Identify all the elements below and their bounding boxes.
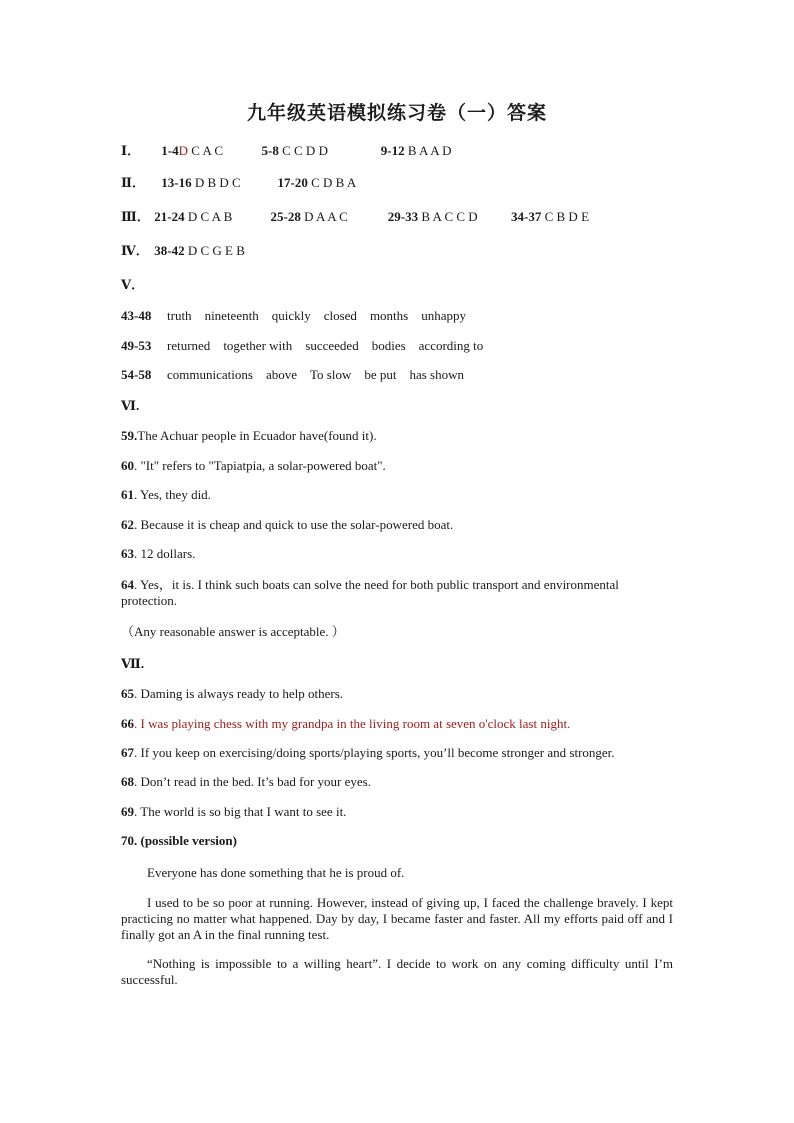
item-text: . Daming is always ready to help others. <box>134 686 344 701</box>
answer-group <box>278 175 357 191</box>
essay-paragraph: Everyone has done something that he is proud of. <box>147 865 405 880</box>
item-text: . Because it is cheap and quick to use the solar-powered boat. <box>134 517 454 532</box>
item-number: 70 <box>121 833 134 848</box>
item-text: . The world is so big that I want to see it. <box>134 804 347 819</box>
section-6-label: Ⅵ. <box>121 398 140 413</box>
answer-letters: B A C C D <box>421 209 478 224</box>
answer-range: 34-37 <box>511 209 542 224</box>
word-answer: above <box>265 367 297 382</box>
answer-letters: B A A D <box>407 143 452 158</box>
answer-highlight: D <box>178 143 188 158</box>
section-5-label: Ⅴ． <box>121 277 145 292</box>
essay-heading-text: . (possible version) <box>134 833 237 848</box>
word-answer: has shown <box>409 367 464 382</box>
answer-range: 1-4 <box>161 143 179 158</box>
item-number: 67 <box>121 745 134 760</box>
answer-range: 29-33 <box>387 209 419 224</box>
section-2-label: Ⅱ． <box>121 175 145 190</box>
word-answer: closed <box>323 308 357 323</box>
answer-letters: D C A B <box>187 209 233 224</box>
answer-range: 17-20 <box>277 175 308 190</box>
word-row <box>121 367 477 383</box>
item-text: The Achuar people in Ecuador have(found it). <box>137 428 377 443</box>
essay-paragraph: I used to be so poor at running. However, instead of giving up, I faced the challenge bravely. I kept practicing no matter what happened. Day by day, I became faster and faster. All my efforts paid off and I finally got an A in the final running test. <box>121 895 673 942</box>
section-1-label: Ⅰ． <box>121 143 141 158</box>
section-6-label-row <box>121 398 139 414</box>
item-text: . Yes，it is. I think such boats can solve the need for both public transport and environmental protection. <box>121 577 619 608</box>
item-text-highlight: . I was playing chess with my grandpa in the living room at seven o'clock last night. <box>134 716 571 731</box>
section-7-label-row <box>121 656 144 672</box>
section-5-label-row <box>121 277 144 293</box>
word-answer: unhappy <box>421 308 467 323</box>
word-row <box>121 308 479 324</box>
item-number: 65 <box>121 686 134 701</box>
page-title: 九年级英语模拟练习卷（一）答案 <box>246 102 547 124</box>
word-answer: be put <box>364 367 397 382</box>
word-range: 49-53 <box>121 338 152 353</box>
answer-item <box>121 546 195 562</box>
answer-letters: C A C <box>187 143 224 158</box>
answer-group <box>154 209 267 225</box>
answer-item <box>121 745 615 761</box>
answer-item <box>121 517 453 533</box>
section-1-row <box>121 143 452 159</box>
answer-group <box>271 209 385 225</box>
answer-group <box>511 209 589 225</box>
item-number: 63 <box>121 546 134 561</box>
answer-range: 38-42 <box>154 243 185 258</box>
answer-item <box>121 686 343 702</box>
word-range: 43-48 <box>121 308 152 323</box>
answer-note: （Any reasonable answer is acceptable. ） <box>121 624 345 639</box>
answer-group <box>262 143 378 159</box>
word-row <box>121 338 496 354</box>
word-range: 54-58 <box>121 367 152 382</box>
essay-heading <box>121 833 237 849</box>
item-number: 66 <box>121 716 134 731</box>
section-4-label: Ⅳ． <box>121 243 149 258</box>
answer-range: 25-28 <box>270 209 301 224</box>
answer-group <box>161 143 258 159</box>
word-answer: nineteenth <box>204 308 259 323</box>
word-answer: To slow <box>309 367 352 382</box>
item-text: . Yes, they did. <box>134 487 211 502</box>
answer-range: 5-8 <box>261 143 279 158</box>
essay-paragraph: “Nothing is impossible to a willing heart”. I decide to work on any coming difficulty until I’m successful. <box>121 956 673 987</box>
answer-letters: D C G E B <box>187 243 245 258</box>
answer-letters: C B D E <box>544 209 590 224</box>
answer-letters: D B D C <box>194 175 241 190</box>
item-number: 62 <box>121 517 134 532</box>
section-3-label: Ⅲ． <box>121 209 150 224</box>
word-answer: communications <box>167 367 253 382</box>
answer-range: 13-16 <box>161 175 192 190</box>
item-number: 69 <box>121 804 134 819</box>
section-2-row <box>121 175 356 191</box>
answer-letters: D A A C <box>304 209 348 224</box>
word-answer: months <box>369 308 409 323</box>
answer-group <box>381 143 452 159</box>
item-text: . If you keep on exercising/doing sports/playing sports, you’ll become stronger and stronger. <box>134 745 615 760</box>
item-number: 59. <box>121 428 138 443</box>
word-answer: succeeded <box>305 338 359 353</box>
word-answer: returned <box>167 338 211 353</box>
answer-group <box>154 243 245 259</box>
answer-letters: C C D D <box>282 143 328 158</box>
answer-item <box>121 458 386 474</box>
item-number: 60 <box>121 458 134 473</box>
item-text: . "It" refers to "Tapiatpia, a solar-powered boat". <box>134 458 386 473</box>
section-4-row <box>121 243 245 259</box>
answer-item <box>121 428 377 444</box>
word-answer: together with <box>223 338 293 353</box>
answer-item <box>121 804 346 820</box>
answer-letters: C D B A <box>311 175 357 190</box>
answer-group <box>161 175 274 191</box>
answer-group <box>388 209 508 225</box>
item-number: 61 <box>121 487 134 502</box>
answer-range: 21-24 <box>154 209 185 224</box>
section-3-row <box>121 209 589 225</box>
section-7-label: Ⅶ. <box>121 656 145 671</box>
word-answer: bodies <box>371 338 406 353</box>
word-answer: truth <box>167 308 192 323</box>
answer-item <box>121 577 673 609</box>
item-text: . 12 dollars. <box>134 546 196 561</box>
item-text: . Don’t read in the bed. It’s bad for your eyes. <box>134 774 371 789</box>
word-answer: quickly <box>271 308 311 323</box>
item-number: 68 <box>121 774 134 789</box>
answer-range: 9-12 <box>380 143 405 158</box>
answer-item <box>121 716 570 732</box>
answer-item <box>121 487 211 503</box>
answer-item <box>121 774 371 790</box>
word-answer: according to <box>418 338 484 353</box>
item-number: 64 <box>121 577 134 592</box>
